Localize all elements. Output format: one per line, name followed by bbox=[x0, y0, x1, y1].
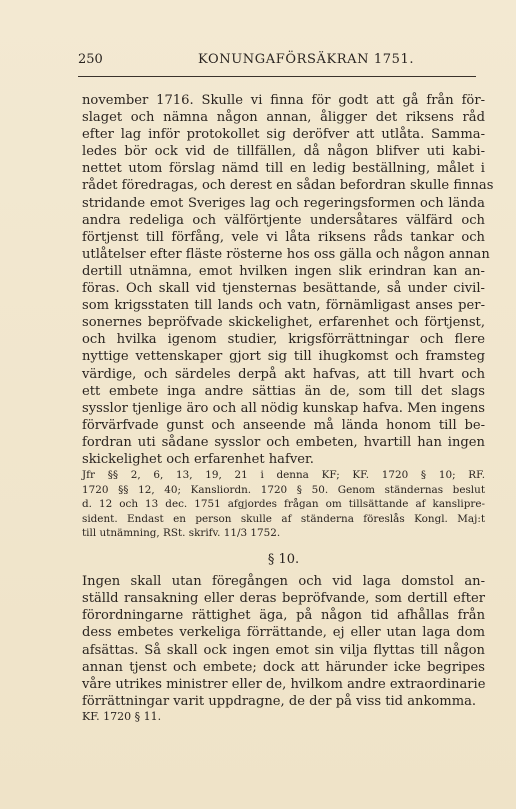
text-line: utlåtelser efter fläste rösterne hos oss gälla och någon annan bbox=[82, 246, 490, 262]
text-line: dertill utnämna, emot hvilken ingen slik erindran kan an- bbox=[82, 263, 485, 279]
text-line: ett embete inga andre sättias än de, som till det slags bbox=[82, 383, 485, 399]
text-line: värdige, och särdeles derpå akt hafvas, att till hvart och bbox=[82, 366, 485, 382]
text-line: ställd ransakning eller deras bepröfvande, som dertill efter bbox=[82, 591, 485, 607]
text-line: förtjenst till förfång, vele vi låta riksens råds tankar och bbox=[82, 229, 485, 245]
page-body bbox=[82, 92, 494, 724]
text-line: ledes bör ock vid de tillfällen, då någon blifver uti kabi- bbox=[82, 144, 485, 160]
note-line: KF. 1720 § 11. bbox=[82, 709, 162, 723]
reference-note bbox=[82, 468, 485, 541]
section-heading: § 10. bbox=[267, 552, 300, 568]
text-line: dess embetes verkeliga förrättande, ej eller utan laga dom bbox=[82, 625, 485, 641]
text-line: föras. Och skall vid tjensternas besättande, så under civil- bbox=[82, 281, 485, 297]
page-number: 250 bbox=[78, 52, 103, 67]
running-title: KONUNGAFÖRSÄKRAN 1751. bbox=[198, 52, 415, 67]
text-line: skickelighet och erfarenhet hafver. bbox=[82, 451, 314, 467]
text-line: efter lag inför protokollet sig deröfver att utlåta. Samma- bbox=[82, 127, 485, 143]
text-line: nyttige vettenskaper gjort sig till ihugkomst och framsteg bbox=[82, 349, 485, 365]
text-line: sysslor tjenlige äro och all nödig kunskap hafva. Men ingens bbox=[82, 400, 485, 416]
text-line: rådet föredragas, och derest en sådan befordran skulle finnas bbox=[82, 178, 494, 194]
text-line: stridande emot Sveriges lag och regeringsformen och lända bbox=[82, 195, 485, 211]
paragraph-1 bbox=[82, 92, 494, 468]
text-line: förvärfvade gunst och anseende må lända honom till be- bbox=[82, 417, 485, 433]
text-line: som krigsstaten till lands och vatn, förnämligast anses per- bbox=[82, 298, 485, 314]
text-line: sonernes bepröfvade skickelighet, erfarenhet och förtjenst, bbox=[82, 315, 485, 331]
text-line: andra redeliga och välförtjente undersåtares välfärd och bbox=[82, 212, 485, 228]
note-line: Jfr §§ 2, 6, 13, 19, 21 i denna KF; KF. 1720 § 10; RF. bbox=[82, 469, 485, 482]
paragraph-2 bbox=[82, 573, 485, 710]
text-line: november 1716. Skulle vi finna för godt att gå från för- bbox=[82, 93, 485, 108]
note-line: d. 12 och 13 dec. 1751 afgjordes frågan om tillsättande af kanslipre- bbox=[82, 498, 485, 511]
text-line: och hvilka igenom studier, krigsförrättningar och flere bbox=[82, 332, 485, 348]
text-line: fordran uti sådane sysslor och embeten, hvartill han ingen bbox=[82, 434, 485, 450]
note-line: 1720 §§ 12, 40; Kansliordn. 1720 § 50. Genom ständernas beslut bbox=[82, 483, 485, 496]
note-line: sident. Endast en person skulle af ständerna föreslås Kongl. Maj:t bbox=[82, 512, 485, 525]
page-header bbox=[78, 51, 478, 69]
text-line: afsättas. Så skall ock ingen emot sin vilja flyttas till någon bbox=[82, 642, 485, 658]
text-line: våre utrikes ministrer eller de, hvilkom andre extraordinarie bbox=[82, 676, 486, 692]
note-line: till utnämning, RSt. skrifv. 11/3 1752. bbox=[82, 527, 281, 540]
text-line: annan tjenst och embete; dock att härunder icke begripes bbox=[82, 659, 485, 675]
reference-note-2 bbox=[82, 710, 485, 724]
text-line: slaget och nämna någon annan, åligger det riksens råd bbox=[82, 110, 485, 126]
text-line: förrättningar varit uppdragne, de der på viss tid ankomma. bbox=[82, 693, 477, 709]
header-rule bbox=[78, 76, 476, 77]
text-line: nettet utom förslag nämd till en ledig beställning, målet i bbox=[82, 161, 485, 177]
text-line: Ingen skall utan föregången och vid laga domstol an- bbox=[82, 574, 485, 590]
text-line: förordningarne rättighet äga, på någon tid afhållas från bbox=[82, 608, 485, 624]
